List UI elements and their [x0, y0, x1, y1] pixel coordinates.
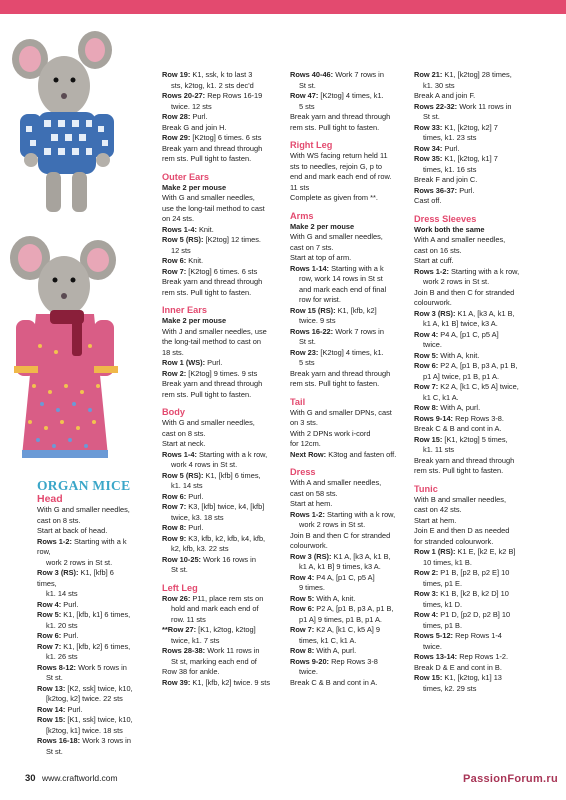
instruction-line: Start at hem. — [414, 515, 457, 525]
instruction-line: Row 7: [K2tog] 6 times. 6 sts — [162, 266, 258, 276]
body-heading: Body — [162, 407, 185, 417]
instruction-line: 5 sts — [299, 358, 315, 367]
instruction-line: Row 14: Purl. — [37, 704, 83, 714]
instruction-line: times, k1. 16 sts — [423, 164, 477, 174]
instruction-line: end and mark each end of row. — [290, 172, 392, 181]
instruction-line: Rows 1-4: Starting with a k row, — [162, 449, 268, 459]
tail-heading: Tail — [290, 396, 306, 407]
instruction-line: With WS facing return held 11 — [290, 151, 388, 160]
page-footer — [25, 773, 118, 784]
instruction-line: Rows 9-14: Rep Rows 3-8. — [414, 413, 504, 423]
instruction-line: Row 3 (RS): K1 A, [k3 A, k1 B, — [290, 551, 391, 561]
instruction-line: Row 15: [K1, ssk] twice, k10, — [37, 715, 133, 724]
instruction-line: Row 8: With A, purl. — [414, 403, 481, 412]
instruction-line: Row 7: K1, [kfb, k2] 6 times, — [37, 641, 131, 651]
instruction-line: Row 23: [K2tog] 4 times, k1. — [290, 347, 384, 357]
instruction-line: rem sts. Pull tight to fasten. — [414, 466, 504, 475]
instruction-line: times, k2. 29 sts — [423, 683, 477, 693]
instruction-line: row, work 14 rows in St st — [299, 274, 383, 283]
instruction-line: Rows 1-2: Starting with a k row, — [290, 509, 396, 519]
head-instructions — [37, 505, 133, 757]
body-instructions — [162, 418, 280, 576]
instruction-line: Rows 40-46: Work 7 rows in — [290, 70, 384, 79]
column-2 — [162, 70, 280, 688]
instruction-line: With J and smaller needles, use — [162, 326, 267, 336]
instruction-line: 12 sts — [171, 245, 191, 255]
instruction-line: cast on 58 sts. — [290, 488, 338, 498]
instruction-line: Make 2 per mouse — [290, 221, 355, 231]
instruction-line: Row 7: K2 A, [k1 C, k5 A] twice, — [414, 382, 519, 391]
arms-heading: Arms — [290, 210, 314, 221]
instruction-line: Row 28: Purl. — [162, 112, 208, 121]
instruction-line: for stranded colourwork. — [414, 536, 494, 546]
tunic-instructions — [414, 495, 534, 695]
instruction-line: Rows 28-38: Work 11 rows in — [162, 646, 260, 655]
instruction-line: Row 3 (RS): K1, [kfb] 6 times, — [37, 568, 114, 588]
instruction-line: Break G and join H. — [162, 122, 227, 132]
instruction-line: Break C & B and cont in A. — [290, 677, 378, 687]
instruction-line: With A and smaller needles, — [414, 235, 506, 244]
instruction-line: use the long-tail method to cast — [162, 203, 265, 213]
instruction-line: Row 15: K1, [k2tog, k1] 13 — [414, 673, 502, 682]
instruction-line: St st. — [423, 112, 440, 121]
instruction-line: Row 7: K2 A, [k1 C, k5 A] 9 — [290, 625, 380, 634]
instruction-line: times, k1. 23 sts — [423, 133, 477, 142]
instruction-line: Complete as given from **. — [290, 193, 378, 202]
instruction-line: Row 2: [K2tog] 9 times. 9 sts — [162, 368, 258, 378]
instruction-line: [k2tog, k2] twice. 22 sts — [46, 694, 123, 703]
instruction-line: on 24 sts. — [162, 214, 195, 223]
instruction-line: work 2 rows in St st. — [299, 520, 366, 529]
instruction-line: Rows 16-22: Work 7 rows in — [290, 326, 384, 336]
instruction-line: Row 39: K1, [kfb, k2] twice. 9 sts — [162, 677, 271, 687]
instruction-line: twice, k3. 18 sts — [171, 512, 224, 522]
instruction-line: Row 6: P2 A, [p1 B, p3 A, p1 B, — [290, 604, 394, 613]
instruction-line: Row 13: [K2, ssk] twice, k10, — [37, 683, 133, 693]
instruction-line: k1. 14 sts — [171, 481, 203, 490]
instruction-line: Break yarn and thread through — [414, 455, 515, 465]
instruction-line: Row 4: Purl. — [37, 599, 79, 609]
instruction-line: With B and smaller needles, — [414, 494, 507, 504]
instruction-line: colourwork. — [414, 298, 452, 307]
instruction-line: work 4 rows in St st. — [171, 460, 238, 469]
instruction-line: With G and smaller needles, — [162, 193, 255, 202]
watermark: PassionForum.ru — [463, 773, 558, 785]
left-leg-continued — [290, 70, 406, 133]
left-leg-instructions — [162, 594, 280, 689]
dress-sleeves-instructions — [414, 225, 534, 477]
instruction-line: sts, k2tog, k1. 2 sts dec'd — [171, 80, 254, 90]
instruction-line: Row 1 (RS): K1 E, [k2 E, k2 B] — [414, 547, 516, 556]
instruction-line: 9 times. — [299, 583, 325, 592]
instruction-line: Row 21: K1, [k2tog] 28 times, — [414, 70, 512, 79]
instruction-line: Work both the same — [414, 224, 485, 234]
outer-ears-heading: Outer Ears — [162, 171, 209, 182]
instruction-line: row. 11 sts — [171, 614, 206, 624]
instruction-line: Rows 1-2: Starting with a k row, — [414, 266, 520, 276]
instruction-line: Rows 1-4: Knit. — [162, 224, 214, 234]
instruction-line: Row 2: P1 B, [p2 B, p2 E] 10 — [414, 568, 510, 577]
instruction-line: k1. 26 sts — [46, 652, 78, 661]
instruction-line: k1 C, k1 A. — [423, 392, 459, 402]
instruction-line: rem sts. Pull tight to fasten. — [162, 389, 252, 399]
instruction-line: Row 6: Purl. — [37, 631, 79, 640]
instruction-line: Rows 8-12: Work 5 rows in — [37, 662, 127, 672]
instruction-line: Join B and then C for stranded — [414, 287, 515, 297]
instruction-line: cast on 16 sts. — [414, 245, 462, 255]
instruction-line: k1. 14 sts — [46, 589, 78, 598]
instruction-line: twice. — [423, 340, 442, 349]
instruction-line: for 12cm. — [290, 439, 321, 448]
inner-ears-instructions — [162, 316, 280, 400]
instruction-line: **Row 27: [K1, k2tog, k2tog] — [162, 625, 256, 634]
instruction-line: Row 34: Purl. — [414, 143, 460, 153]
instruction-line: k1 A, k1 B] twice, k3 A. — [423, 319, 498, 328]
instruction-line: Row 4: P4 A, [p1 C, p5 A] — [414, 329, 499, 339]
instruction-line: Row 19: K1, ssk, k to last 3 — [162, 70, 253, 79]
instruction-line: Break yarn and thread through — [162, 379, 263, 388]
instruction-line: times, k1 D. — [423, 599, 463, 609]
instruction-line: work 2 rows in St st. — [46, 557, 113, 567]
instruction-line: Row 6: P2 A, [p1 B, p3 A, p1 B, — [414, 361, 518, 370]
instruction-line: row for wrist. — [299, 295, 341, 304]
instruction-line: Row 15: [K1, k2tog] 5 times, — [414, 434, 508, 444]
instruction-line: Break A and join F. — [414, 91, 476, 100]
instruction-line: Break yarn and thread through — [290, 368, 391, 378]
section-title: ORGAN MICE — [37, 478, 131, 493]
instruction-line: Row 8: With A, purl. — [290, 646, 357, 655]
instruction-line: St st. — [46, 673, 63, 682]
instruction-line: St st. — [46, 746, 63, 756]
column-4 — [414, 70, 534, 694]
instruction-line: Rows 16-18: Work 3 rows in — [37, 736, 131, 745]
arms-instructions — [290, 222, 406, 390]
inner-ears-heading: Inner Ears — [162, 305, 207, 315]
mouse-photo-bottom — [0, 216, 132, 474]
instruction-line: k1. 30 sts — [423, 80, 455, 90]
instruction-line: twice, k1. 7 sts — [171, 635, 220, 645]
instruction-line: Row 5 (RS): [K2tog] 12 times. — [162, 235, 261, 244]
instruction-line: times, p1 B. — [423, 620, 463, 630]
instruction-line: Join B and then C for stranded — [290, 530, 391, 540]
instruction-line: With G and smaller needles, — [162, 418, 255, 427]
instruction-line: With A and smaller needles, — [290, 478, 382, 487]
instruction-line: Rows 1-14: Starting with a k — [290, 263, 384, 273]
instruction-line: rem sts. Pull tight to fasten. — [162, 287, 252, 297]
instruction-line: Make 2 per mouse — [162, 182, 227, 192]
tunic-heading: Tunic — [414, 483, 438, 494]
instruction-line: k2, kfb, k3. 22 sts — [171, 544, 229, 553]
instruction-line: Row 7: K3, [kfb] twice, k4, [kfb] — [162, 502, 265, 511]
instruction-line: cast on 8 sts. — [162, 428, 206, 438]
dress-heading: Dress — [290, 467, 316, 477]
right-leg-heading: Right Leg — [290, 140, 333, 150]
head-continued — [162, 70, 280, 165]
instruction-line: rem sts. Pull tight to fasten. — [290, 379, 380, 388]
instruction-line: Row 38 for ankle. — [162, 667, 220, 676]
instruction-line: cast on 42 sts. — [414, 505, 462, 514]
instruction-line: Rows 1-2: Starting with a k row, — [37, 536, 127, 556]
instruction-line: 18 sts. — [162, 347, 184, 357]
instruction-line: Row 35: K1, [k2tog, k1] 7 — [414, 154, 498, 163]
instruction-line: 10 times, k1 B. — [423, 557, 472, 567]
mouse-photo-top — [0, 14, 132, 216]
instruction-line: Row 4: P1 D, [p2 D, p2 B] 10 — [414, 610, 511, 619]
instruction-line: Break D & E and cont in B. — [414, 662, 502, 672]
instruction-line: Row 15 (RS): K1, [kfb, k2] — [290, 305, 377, 315]
top-stripe — [0, 0, 566, 14]
instruction-line: Row 5: K1, [kfb, k1] 6 times, — [37, 610, 131, 619]
instruction-line: With G and smaller DPNs, cast — [290, 407, 392, 417]
instruction-line: twice. — [423, 641, 442, 651]
instruction-line: Row 6: Purl. — [162, 491, 204, 501]
page-number: 30 — [25, 773, 36, 784]
instruction-line: St st, marking each end of — [171, 656, 257, 666]
instruction-line: 11 sts — [290, 182, 310, 192]
instruction-line: k1 A, k1 B] 9 times, k3 A. — [299, 562, 381, 571]
instruction-line: Row 1 (WS): Purl. — [162, 358, 223, 367]
instruction-line: Start at back of head. — [37, 526, 108, 535]
instruction-line: cast on 7 sts. — [290, 242, 334, 252]
instruction-line: Next Row: K3tog and fasten off. — [290, 449, 397, 459]
instruction-line: Rows 20-27: Rep Rows 16-19 — [162, 91, 263, 100]
instruction-line: work 2 rows in St st. — [423, 277, 490, 286]
instruction-line: times, k1 C, k1 A. — [299, 635, 357, 645]
instruction-line: Start at cuff. — [414, 256, 454, 265]
dress-instructions — [290, 478, 406, 688]
instruction-line: Start at top of arm. — [290, 253, 352, 262]
instruction-line: Row 3: K1 B, [k2 B, k2 D] 10 — [414, 589, 509, 598]
instruction-line: Row 10-25: Work 16 rows in — [162, 554, 256, 564]
instruction-line: Rows 36-37: Purl. — [414, 185, 475, 195]
instruction-line: With G and smaller needles, — [290, 232, 383, 241]
instruction-line: twice. 12 sts — [171, 101, 212, 111]
instruction-line: With G and smaller needles, — [37, 505, 130, 514]
instruction-line: Break C & B and cont in A. — [414, 424, 502, 433]
instruction-line: Rows 9-20: Rep Rows 3-8 — [290, 656, 378, 666]
instruction-line: Rows 5-12: Rep Rows 1-4 — [414, 631, 502, 640]
instruction-line: p1 A] twice, p1 B, p1 A. — [423, 371, 500, 381]
instruction-line: Row 26: P11, place rem sts on — [162, 593, 264, 603]
instruction-line: rem sts. Pull tight to fasten. — [290, 122, 380, 132]
instruction-line: Row 5: With A, knit. — [290, 593, 356, 603]
dress-continued — [414, 70, 534, 207]
right-leg-instructions — [290, 151, 406, 204]
instruction-line: Row 9: K3, kfb, k2, kfb, k4, kfb, — [162, 533, 266, 543]
instruction-line: With 2 DPNs work i-cord — [290, 428, 371, 438]
instruction-line: Break yarn and thread through — [162, 277, 263, 286]
instruction-line: k1. 11 sts — [423, 445, 455, 454]
instruction-line: Rows 13-14: Rep Rows 1-2. — [414, 652, 509, 661]
column-3 — [290, 70, 406, 688]
instruction-line: k1. 20 sts — [46, 620, 78, 630]
instruction-line: St st. — [171, 565, 188, 574]
instruction-line: rem sts. Pull tight to fasten. — [162, 154, 252, 163]
head-heading: Head — [37, 493, 63, 505]
instruction-line: Row 5 (RS): K1, [kfb] 6 times, — [162, 470, 261, 480]
instruction-line: Break yarn and thread through — [290, 112, 391, 121]
instruction-line: Row 33: K1, [k2tog, k2] 7 — [414, 122, 498, 132]
instruction-line: Start at hem. — [290, 499, 333, 508]
instruction-line: the long-tail method to cast on — [162, 337, 262, 346]
instruction-line: Row 8: Purl. — [162, 523, 204, 532]
column-1 — [37, 478, 133, 757]
instruction-line: twice. — [299, 667, 318, 676]
instruction-line: Break F and join C. — [414, 175, 478, 184]
dress-sleeves-heading: Dress Sleeves — [414, 213, 477, 224]
instruction-line: on 3 sts. — [290, 418, 318, 427]
instruction-line: [k2tog, k1] twice. 18 sts — [46, 725, 123, 735]
instruction-line: colourwork. — [290, 541, 328, 550]
instruction-line: Row 6: Knit. — [162, 256, 204, 265]
instruction-line: 5 sts — [299, 101, 315, 111]
instruction-line: Row 5: With A, knit. — [414, 350, 480, 360]
instruction-line: Join E and then D as needed — [414, 526, 510, 535]
instruction-line: Row 3 (RS): K1 A, [k3 A, k1 B, — [414, 308, 515, 318]
instruction-line: Break yarn and thread through — [162, 143, 263, 153]
instruction-line: Row 4: P4 A, [p1 C, p5 A] — [290, 572, 375, 582]
tail-instructions — [290, 408, 406, 461]
left-leg-heading: Left Leg — [162, 582, 198, 593]
instruction-line: times, p1 E. — [423, 578, 463, 588]
instruction-line: cast on 8 sts. — [37, 515, 81, 525]
instruction-line: and mark each end of final — [299, 284, 387, 294]
instruction-line: St st. — [299, 80, 316, 90]
instruction-line: twice. 9 sts — [299, 316, 336, 325]
instruction-line: Make 2 per mouse — [162, 316, 227, 325]
instruction-line: Cast off. — [414, 196, 442, 205]
instruction-line: St st. — [299, 337, 316, 346]
website-url: www.craftworld.com — [41, 773, 118, 783]
instruction-line: Rows 22-32: Work 11 rows in — [414, 101, 512, 111]
instruction-line: hold and mark each end of — [171, 604, 259, 613]
outer-ears-instructions — [162, 183, 280, 299]
instruction-line: p1 A] 9 times, p1 B, p1 A. — [299, 614, 382, 624]
instruction-line: Row 29: [K2tog] 6 times. 6 sts — [162, 133, 262, 142]
instruction-line: sts to needles, rejoin G, p to — [290, 161, 383, 171]
instruction-line: Row 47: [K2tog] 4 times, k1. — [290, 91, 384, 100]
instruction-line: Start at neck. — [162, 439, 206, 448]
